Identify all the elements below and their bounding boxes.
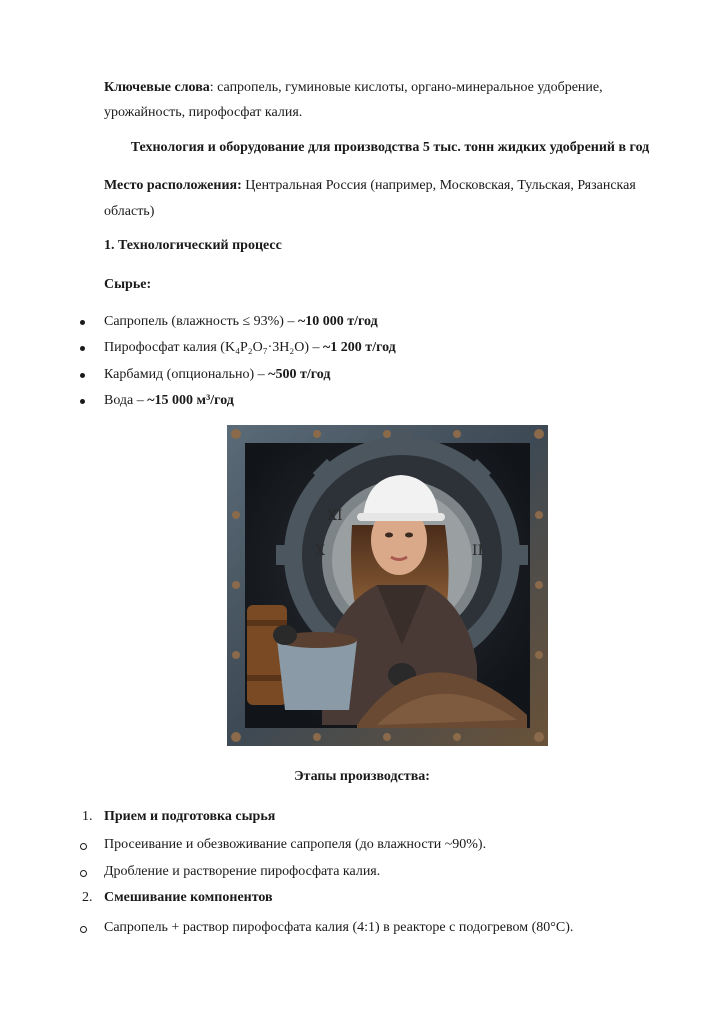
stages-heading: Этапы производства: bbox=[294, 769, 430, 784]
keywords-label: Ключевые слова bbox=[104, 80, 210, 95]
stage-item: Сапропель + раствор пирофосфата калия (4:1) в реакторе с подогревом (80°C). bbox=[104, 920, 574, 935]
stage-item: Просеивание и обезвоживание сапропеля (до влажности ~90%). bbox=[104, 837, 487, 852]
keywords-text-1: : сапропель, гуминовые кислоты, органо-минеральное удобрение, bbox=[209, 80, 603, 95]
raw-item-value: ~10 000 т/год bbox=[297, 314, 378, 329]
raw-item-value: ~1 200 т/год bbox=[323, 340, 396, 355]
raw-materials-heading: Сырье: bbox=[104, 277, 152, 292]
keywords-text-2: урожайность, пирофосфат калия. bbox=[104, 105, 303, 120]
raw-item-urea bbox=[104, 365, 330, 385]
circle-bullet-icon bbox=[80, 926, 87, 933]
stage-number: 1. bbox=[82, 809, 93, 824]
raw-item-text: Пирофосфат калия (K₄P₂O₇·3H₂O) – bbox=[104, 340, 324, 355]
stage-number: 2. bbox=[82, 890, 93, 905]
bullet-icon bbox=[80, 320, 85, 325]
stage-item: Дробление и растворение пирофосфата калия. bbox=[104, 864, 381, 879]
engineer-illustration bbox=[227, 425, 548, 746]
raw-item-value: ~15 000 м³/год bbox=[147, 393, 234, 408]
raw-item-text: Вода – bbox=[104, 393, 148, 408]
raw-item-pyrophosphate bbox=[104, 338, 396, 358]
raw-item-water bbox=[104, 391, 234, 411]
bullet-icon bbox=[80, 346, 85, 351]
bullet-icon bbox=[80, 373, 85, 378]
document-title: Технология и оборудование для производства 5 тыс. тонн жидких удобрений в год bbox=[130, 140, 650, 155]
raw-item-value: ~500 т/год bbox=[268, 367, 331, 382]
raw-item-text: Карбамид (опционально) – bbox=[104, 367, 269, 382]
circle-bullet-icon bbox=[80, 870, 87, 877]
svg-text:II: II bbox=[472, 543, 484, 559]
location-text-1: Центральная Россия (например, Московская, Тульская, Рязанская bbox=[241, 178, 636, 193]
location-text-2: область) bbox=[104, 204, 155, 219]
bullet-icon bbox=[80, 399, 85, 404]
svg-text:XI: XI bbox=[327, 508, 343, 524]
keywords-line-1 bbox=[104, 78, 603, 98]
illustration-svg bbox=[227, 425, 548, 746]
stage-title: Прием и подготовка сырья bbox=[104, 809, 276, 824]
stage-title: Смешивание компонентов bbox=[104, 890, 273, 905]
location-line-1 bbox=[104, 176, 636, 196]
raw-item-sapropel bbox=[104, 312, 378, 332]
section-heading: 1. Технологический процесс bbox=[104, 238, 282, 253]
svg-text:X: X bbox=[315, 543, 325, 559]
circle-bullet-icon bbox=[80, 843, 87, 850]
location-label: Место расположения: bbox=[104, 178, 242, 193]
raw-item-text: Сапропель (влажность ≤ 93%) – bbox=[104, 314, 298, 329]
